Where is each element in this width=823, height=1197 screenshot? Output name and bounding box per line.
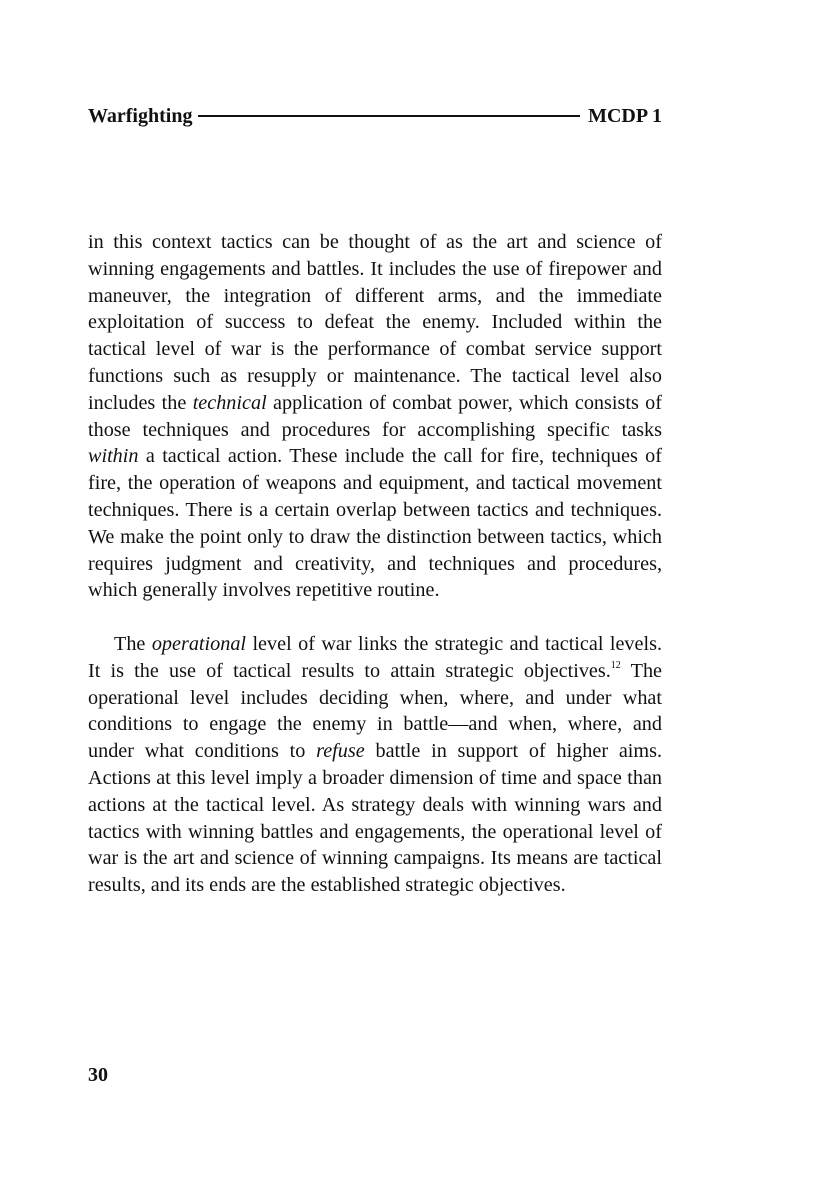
paragraph-tactical-level <box>88 229 662 604</box>
text-run: in this context tactics can be thought of as the art and science of winning engagements and battles. It includes the use of firepower and maneuver, the integration of different arms, and the immediate exploitation of success to defeat the enemy. Included within the tactical level of war is the performance of combat service support functions such as resupply or maintenance. The tactical level also includes the <box>88 231 662 414</box>
text-run: application of combat power, which consists of those techniques and procedures for accomplishing specific tasks <box>88 391 662 441</box>
emphasis-operational: operational <box>151 632 247 655</box>
book-title: Warfighting <box>88 104 193 127</box>
text-run: a tactical action. These include the call for fire, techniques of fire, the operation of weapons and equipment, and tactical movement techniques. There is a certain overlap between tactics and techniques. We make the point only to draw the distinction between tactics, which requires judgment and creativity, and techniques and procedures, which generally involves repetitive routine. <box>88 445 662 602</box>
emphasis-within: within <box>88 445 139 468</box>
text-run: level of war links the strategic and tactical levels. It is the use of tactical results to attain strategic objectives. <box>88 632 662 682</box>
body-text <box>88 229 662 899</box>
emphasis-refuse: refuse <box>316 740 365 763</box>
text-run: The <box>114 632 152 655</box>
paragraph-operational-level <box>88 631 662 899</box>
text-run: The operational level includes deciding when, where, and under what conditions to engage the enemy in battle—and when, where, and under what conditions to <box>88 659 662 763</box>
emphasis-technical: technical <box>192 391 267 414</box>
publication-number: MCDP 1 <box>588 104 662 127</box>
header-rule <box>198 115 580 117</box>
page-number: 30 <box>88 1064 108 1086</box>
footnote-reference[interactable]: 12 <box>610 660 621 672</box>
text-run: battle in support of higher aims. Actions at this level imply a broader dimension of time and space than actions at the tactical level. As strategy deals with winning wars and tactics with winning battles and engagements, the operational level of war is the art and science of winning campaigns. Its means are tactical results, and its ends are the established strategic objectives. <box>88 740 662 897</box>
running-header <box>88 102 662 130</box>
